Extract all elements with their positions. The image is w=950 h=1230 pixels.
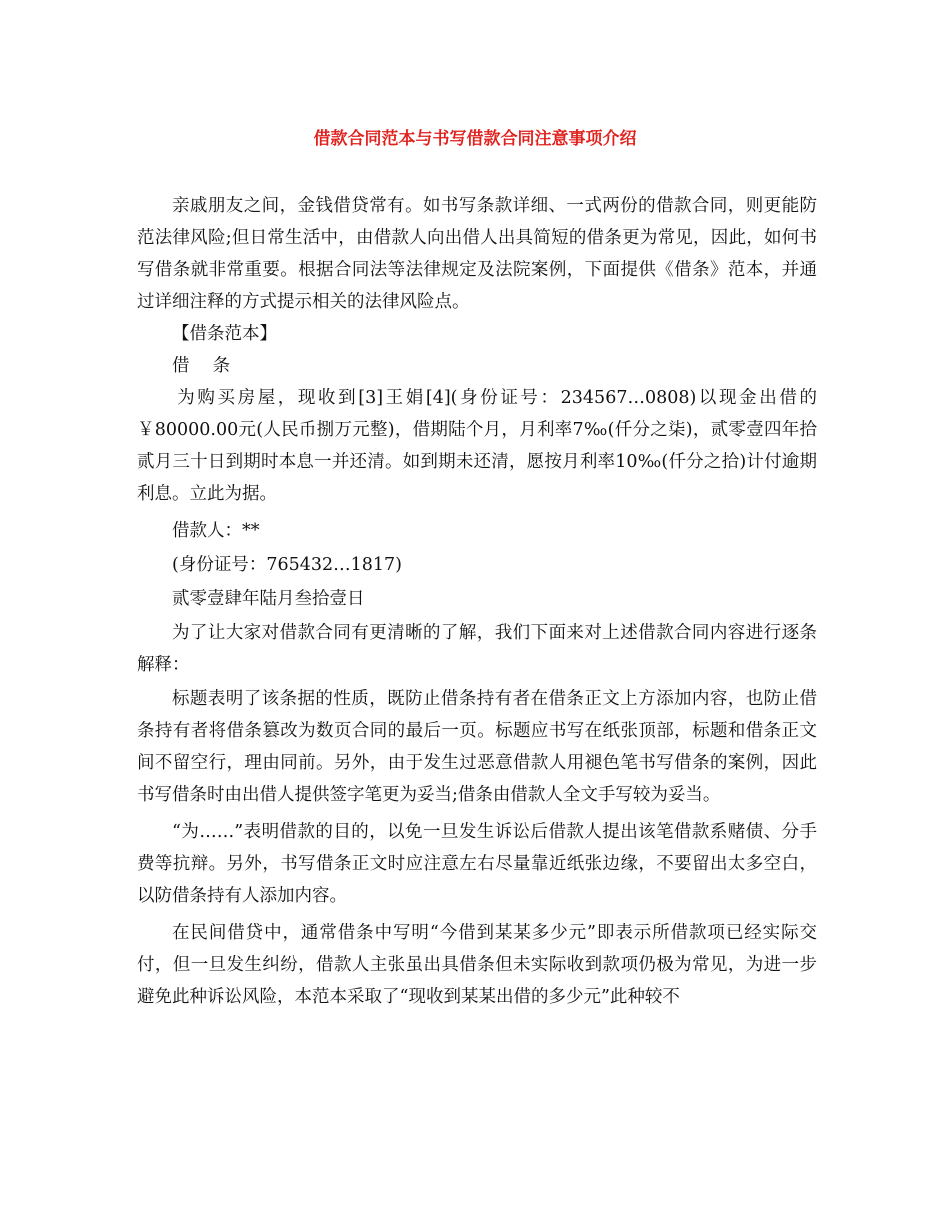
signing-date-line: 贰零壹肆年陆月叁拾壹日	[172, 589, 365, 609]
explanation-title-paragraph: 标题表明了该条据的性质，既防止借条持有者在借条正文上方添加内容，也防止借条持有者将借条篡改为数页合同的最后一页。标题应书写在纸张顶部，标题和借条正文间不留空行，理由同前。另外，由于发生过恶意借款人用褪色笔书写借条的案例，因此书写借条时由出借人提供签字笔更为妥当;借条由借款人全文手写较为妥当。	[137, 689, 817, 805]
section-heading-template: 【借条范本】	[172, 324, 277, 344]
document-body	[137, 190, 817, 1013]
borrower-line: 借款人：**	[172, 521, 260, 541]
iou-heading: 借 条	[172, 356, 239, 376]
iou-body-paragraph: 为购买房屋，现收到[3]王娟[4](身份证号：234567…0808)以现金出借的￥80000.00元(人民币捌万元整)，借期陆个月，月利率7‰(仟分之柒)，贰零壹四年拾贰月三十日到期时本息一并还清。如到期未还清，愿按月利率10‰(仟分之拾)计付逾期利息。立此为据。	[137, 388, 817, 504]
borrower-id-line: (身份证号：765432…1817)	[172, 555, 402, 575]
explanation-intro-paragraph: 为了让大家对借款合同有更清晰的了解，我们下面来对上述借款合同内容进行逐条解释：	[137, 623, 817, 675]
intro-paragraph: 亲戚朋友之间，金钱借贷常有。如书写条款详细、一式两份的借款合同，则更能防范法律风险;但日常生活中，由借款人向出借人出具简短的借条更为常见，因此，如何书写借条就非常重要。根据合同法等法律规定及法院案例，下面提供《借条》范本，并通过详细注释的方式提示相关的法律风险点。	[137, 196, 817, 312]
explanation-delivery-paragraph: 在民间借贷中，通常借条中写明“今借到某某多少元”即表示所借款项已经实际交付，但一旦发生纠纷，借款人主张虽出具借条但未实际收到款项仍极为常见，为进一步避免此种诉讼风险，本范本采取了“现收到某某出借的多少元”此种较不	[137, 923, 817, 1007]
explanation-purpose-paragraph: “为……”表明借款的目的，以免一旦发生诉讼后借款人提出该笔借款系赌债、分手费等抗辩。另外，书写借条正文时应注意左右尽量靠近纸张边缘，不要留出太多空白，以防借条持有人添加内容。	[137, 822, 817, 906]
document-title: 借款合同范本与书写借款合同注意事项介绍	[313, 129, 637, 149]
